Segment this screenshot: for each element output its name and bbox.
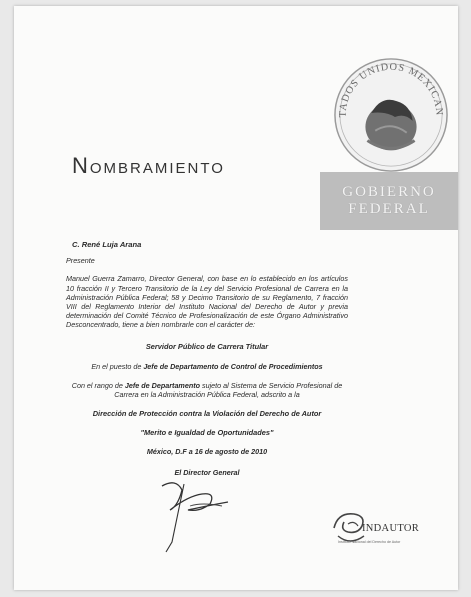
- greeting: Presente: [66, 256, 95, 266]
- eagle-seal-icon: [332, 56, 450, 174]
- position-line: [66, 362, 348, 371]
- indautor-subtitle: Instituto Nacional del Derecho de Autor: [338, 540, 401, 544]
- seal-text: TADOS UNIDOS MEXICAN: [337, 61, 445, 118]
- position-prefix: En el puesto de: [91, 361, 144, 371]
- body-paragraph: Manuel Guerra Zamarro, Director General, con base en lo establecido en los artículos 10 fracción II y Tercero Transitorio de la Ley del Servicio Profesional de Carrera en la Administración Pública Federal; 58 y Decimo Transitorio de su Reglamento, 7 fracción VIII del Reglamento Interior del Instituto Nacional del Derecho de Autor y previa determinación del Comité Técnico de Profesionalización de este Órgano Administrativo Desconcentrado, tiene a bien nombrarle con el carácter de:: [66, 274, 348, 330]
- title-text: Nombramiento: [72, 153, 225, 178]
- recipient-name: C. René Luja Arana: [72, 240, 142, 249]
- directorate: Dirección de Protección contra la Violación del Derecho de Autor: [92, 409, 322, 419]
- document-body: [66, 240, 348, 477]
- rank-suffix: sujeto al Sistema de Servicio Profesional de Carrera en la Administración Pública Federal, adscrito a la: [114, 381, 343, 400]
- document-title: [72, 153, 225, 179]
- role-title: Servidor Público de Carrera Titular: [145, 341, 269, 351]
- signatory-title: El Director General: [174, 468, 240, 478]
- motto: "Merito e Igualdad de Oportunidades": [140, 427, 274, 437]
- handwritten-signature: [132, 476, 252, 556]
- rank-name: Jefe de Departamento: [124, 381, 200, 391]
- federal-label: FEDERAL: [348, 201, 430, 217]
- date-line: México, D.F a 16 de agosto de 2010: [146, 446, 268, 456]
- indautor-name: INDAUTOR: [362, 523, 420, 534]
- position-name: Jefe de Departamento de Control de Procedimientos: [143, 361, 323, 371]
- national-seal: [332, 56, 450, 174]
- gobierno-label: GOBIERNO: [342, 184, 436, 200]
- rank-prefix: Con el rango de: [71, 381, 125, 391]
- rank-line: [66, 381, 348, 399]
- document-page: [14, 6, 458, 590]
- gobierno-federal-block: [320, 172, 458, 230]
